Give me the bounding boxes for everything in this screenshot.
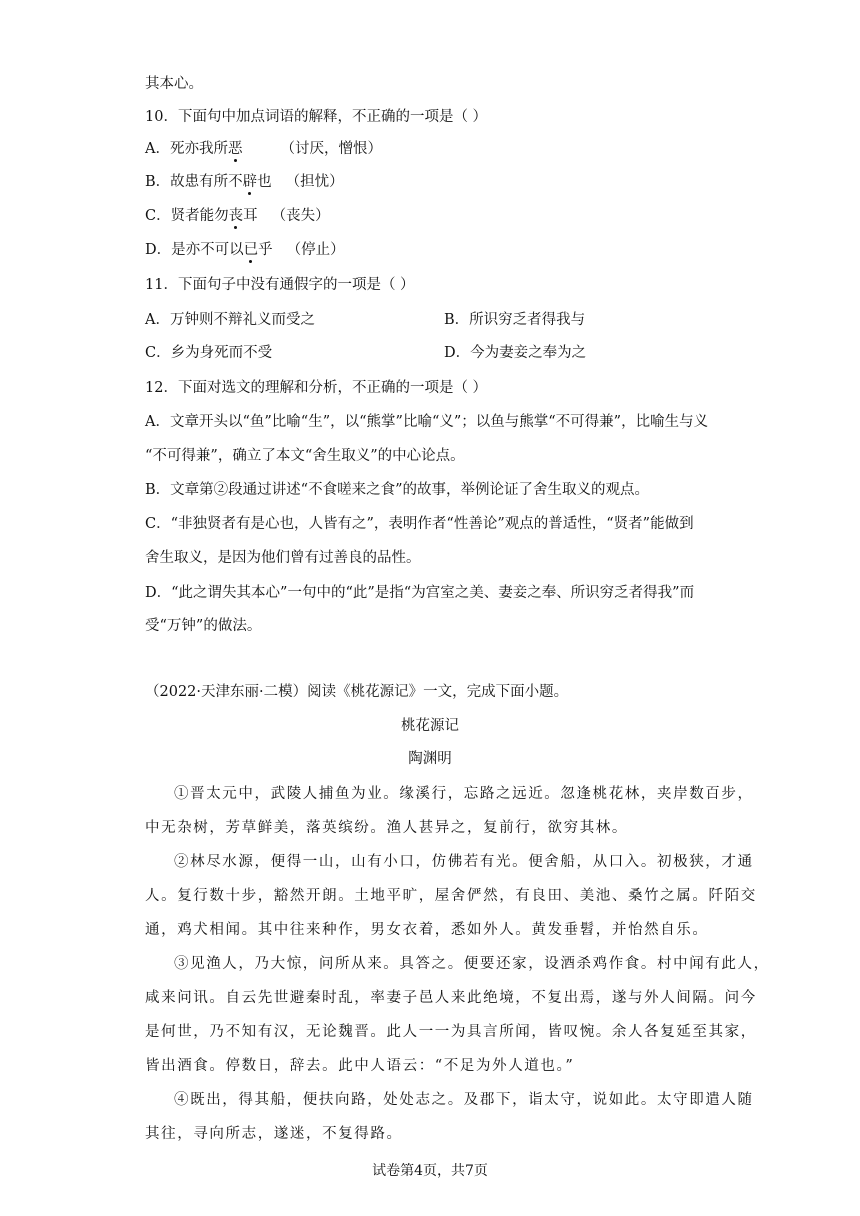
gloss: （担忧）	[285, 174, 344, 190]
passage-author: 陶渊明	[408, 751, 452, 767]
dotted-char: 辟	[242, 174, 258, 190]
q10-option-a: A．死亦我所恶 （讨厌，憎恨）	[145, 141, 382, 157]
q10-option-c: C．贤者能勿丧耳 （丧失）	[145, 208, 330, 224]
dotted-char: 已	[243, 242, 259, 258]
dotted-char: 恶	[227, 141, 243, 157]
passage-line: 咸来问讯。自云先世避秦时乱，率妻子邑人来此绝境，不复出焉，遂与外人间隔。问今	[145, 990, 757, 1006]
gloss: （停止）	[286, 242, 345, 258]
continued-line: 其本心。	[145, 76, 203, 92]
q12-line: 受“万钟”的做法。	[145, 618, 262, 634]
question-10-stem: 10．下面句中加点词语的解释，不正确的一项是（ ）	[145, 109, 488, 125]
q11-option-d: D．今为妻妾之奉为之	[444, 345, 587, 361]
passage-intro: （2022·天津东丽·二模）阅读《桃花源记》一文，完成下面小题。	[145, 684, 569, 700]
passage-line: 皆出酒食。停数日，辞去。此中人语云：“不足为外人道也。”	[145, 1058, 575, 1074]
q12-line: A．文章开头以“鱼”比喻“生”，以“熊掌”比喻“义”；以鱼与熊掌“不可得兼”，比喻生与义	[145, 414, 709, 430]
q12-line: C．“非独贤者有是心也，人皆有之”，表明作者“性善论”观点的普适性，“贤者”能做到	[145, 516, 694, 532]
q12-line: 舍生取义，是因为他们曾有过善良的品性。	[145, 550, 421, 566]
gloss: （讨厌，憎恨）	[280, 141, 382, 157]
q12-line: D．“此之谓失其本心”一句中的“此”是指“为宫室之美、妻妾之奉、所识穷乏者得我”而	[145, 585, 695, 601]
question-12-stem: 12．下面对选文的理解和分析，不正确的一项是（ ）	[145, 380, 488, 396]
passage-line: ④既出，得其船，便扶向路，处处志之。及郡下，诣太守，说如此。太守即遣人随	[174, 1092, 754, 1108]
passage-line: 中无杂树，芳草鲜美，落英缤纷。渔人甚异之，复前行，欲穷其林。	[145, 820, 628, 836]
q12-line: B．文章第②段通过讲述“不食嗟来之食”的故事，举例论证了舍生取义的观点。	[145, 482, 649, 498]
q11-option-a: A．万钟则不辩礼义而受之	[145, 312, 315, 328]
passage-line: 是何世，乃不知有汉，无论魏晋。此人一一为具言所闻，皆叹惋。余人各复延至其家，	[145, 1024, 757, 1040]
q11-option-b: B．所识穷乏者得我与	[444, 312, 586, 328]
passage-line: ③见渔人，乃大惊，问所从来。具答之。便要还家，设酒杀鸡作食。村中闻有此人，	[174, 956, 770, 972]
q10-option-d: D．是亦不可以已乎 （停止）	[145, 242, 345, 258]
passage-line: 通，鸡犬相闻。其中往来种作，男女衣着，悉如外人。黄发垂髫，并怡然自乐。	[145, 922, 709, 938]
q11-option-c: C．乡为身死而不受	[145, 345, 273, 361]
dotted-char: 丧	[228, 208, 244, 224]
passage-line: ②林尽水源，便得一山，山有小口，仿佛若有光。便舍船，从口入。初极狭，才通	[174, 854, 754, 870]
passage-line: 其往，寻向所志，遂迷，不复得路。	[145, 1126, 403, 1142]
q10-option-b: B．故患有所不辟也 （担忧）	[145, 174, 344, 190]
page-footer: 试卷第4页，共7页	[372, 1163, 488, 1179]
question-11-stem: 11．下面句子中没有通假字的一项是（ ）	[145, 277, 415, 293]
gloss: （丧失）	[271, 208, 330, 224]
passage-title: 桃花源记	[401, 718, 459, 734]
passage-line: ①晋太元中，武陵人捕鱼为业。缘溪行，忘路之远近。忽逢桃花林，夹岸数百步，	[174, 786, 754, 802]
passage-line: 人。复行数十步，豁然开朗。土地平旷，屋舍俨然，有良田、美池、桑竹之属。阡陌交	[145, 888, 757, 904]
q12-line: “不可得兼”，确立了本文“舍生取义”的中心论点。	[145, 448, 465, 464]
